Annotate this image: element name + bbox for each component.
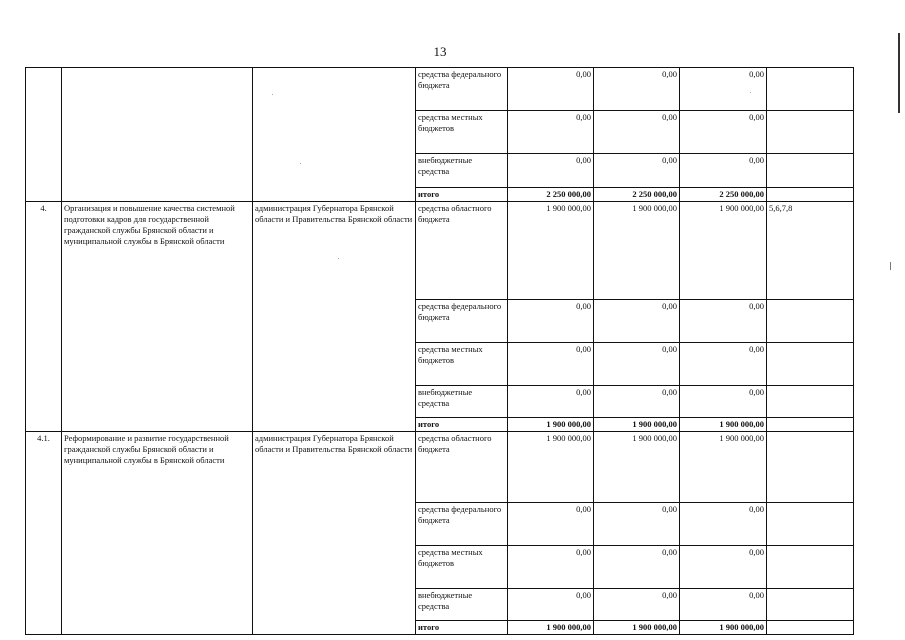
year-value-2-cell: 0,00	[594, 68, 680, 111]
year-value-1-cell: 0,00	[508, 343, 594, 386]
event-name-cell: Реформирование и развитие государственной гражданской службы Брянской области и муниципальной службы в Брянской области	[62, 432, 253, 635]
indicator-refs-cell	[767, 154, 854, 188]
year-value-3-cell: 0,00	[680, 503, 767, 546]
funding-source-cell: средства местных бюджетов	[416, 546, 508, 589]
year-value-3-cell: 1 900 000,00	[680, 432, 767, 503]
year-value-3-cell: 0,00	[680, 386, 767, 418]
year-value-1-cell: 1 900 000,00	[508, 202, 594, 300]
scan-edge-mark	[898, 33, 900, 113]
year-value-1-cell: 0,00	[508, 68, 594, 111]
event-name-cell	[62, 68, 253, 202]
year-value-3-cell: 0,00	[680, 589, 767, 621]
year-value-3-cell: 1 900 000,00	[680, 621, 767, 635]
year-value-2-cell: 0,00	[594, 503, 680, 546]
funding-source-cell: итого	[416, 418, 508, 432]
year-value-3-cell: 1 900 000,00	[680, 418, 767, 432]
indicator-refs-cell	[767, 111, 854, 154]
year-value-2-cell: 1 900 000,00	[594, 202, 680, 300]
indicator-refs-cell	[767, 621, 854, 635]
funding-source-cell: внебюджетные средства	[416, 386, 508, 418]
indicator-refs-cell	[767, 432, 854, 503]
year-value-1-cell: 0,00	[508, 300, 594, 343]
row-number-cell	[26, 68, 62, 202]
indicator-refs-cell	[767, 386, 854, 418]
year-value-2-cell: 1 900 000,00	[594, 418, 680, 432]
year-value-2-cell: 0,00	[594, 154, 680, 188]
year-value-1-cell: 2 250 000,00	[508, 188, 594, 202]
funding-source-cell: итого	[416, 621, 508, 635]
funding-source-cell: средства федерального бюджета	[416, 503, 508, 546]
year-value-3-cell: 0,00	[680, 68, 767, 111]
funding-source-cell: средства федерального бюджета	[416, 68, 508, 111]
funding-source-cell: средства федерального бюджета	[416, 300, 508, 343]
year-value-2-cell: 0,00	[594, 343, 680, 386]
year-value-2-cell: 0,00	[594, 300, 680, 343]
table-row	[26, 432, 854, 503]
executor-cell: администрация Губернатора Брянской области и Правительства Брянской области	[253, 432, 416, 635]
year-value-1-cell: 0,00	[508, 386, 594, 418]
year-value-2-cell: 0,00	[594, 386, 680, 418]
indicator-refs-cell: 5,6,7,8	[767, 202, 854, 300]
indicator-refs-cell	[767, 300, 854, 343]
year-value-2-cell: 1 900 000,00	[594, 432, 680, 503]
year-value-2-cell: 0,00	[594, 589, 680, 621]
year-value-1-cell: 1 900 000,00	[508, 432, 594, 503]
executor-cell	[253, 68, 416, 202]
year-value-3-cell: 2 250 000,00	[680, 188, 767, 202]
indicator-refs-cell	[767, 589, 854, 621]
year-value-3-cell: 0,00	[680, 154, 767, 188]
year-value-3-cell: 0,00	[680, 300, 767, 343]
row-number-cell: 4.1.	[26, 432, 62, 635]
year-value-1-cell: 0,00	[508, 154, 594, 188]
year-value-2-cell: 0,00	[594, 111, 680, 154]
funding-source-cell: средства областного бюджета	[416, 432, 508, 503]
year-value-3-cell: 1 900 000,00	[680, 202, 767, 300]
event-name-cell: Организация и повышение качества системной подготовки кадров для государственной гражданской службы Брянской области и муниципальной службы в Брянской области	[62, 202, 253, 432]
indicator-refs-cell	[767, 68, 854, 111]
indicator-refs-cell	[767, 343, 854, 386]
year-value-1-cell: 0,00	[508, 111, 594, 154]
indicator-refs-cell	[767, 503, 854, 546]
year-value-1-cell: 0,00	[508, 503, 594, 546]
page-number: 13	[433, 44, 447, 59]
year-value-2-cell: 2 250 000,00	[594, 188, 680, 202]
indicator-refs-cell	[767, 546, 854, 589]
executor-cell: администрация Губернатора Брянской области и Правительства Брянской области	[253, 202, 416, 432]
funding-source-cell: средства местных бюджетов	[416, 111, 508, 154]
funding-source-cell: средства местных бюджетов	[416, 343, 508, 386]
year-value-3-cell: 0,00	[680, 111, 767, 154]
indicator-refs-cell	[767, 188, 854, 202]
table-row	[26, 202, 854, 300]
year-value-3-cell: 0,00	[680, 546, 767, 589]
year-value-2-cell: 1 900 000,00	[594, 621, 680, 635]
indicator-refs-cell	[767, 418, 854, 432]
funding-source-cell: средства областного бюджета	[416, 202, 508, 300]
row-number-cell: 4.	[26, 202, 62, 432]
funding-source-cell: итого	[416, 188, 508, 202]
scan-edge-tick	[890, 262, 891, 270]
table-row	[26, 68, 854, 111]
year-value-3-cell: 0,00	[680, 343, 767, 386]
year-value-1-cell: 1 900 000,00	[508, 418, 594, 432]
funding-source-cell: внебюджетные средства	[416, 589, 508, 621]
year-value-1-cell: 0,00	[508, 546, 594, 589]
funding-source-cell: внебюджетные средства	[416, 154, 508, 188]
year-value-1-cell: 1 900 000,00	[508, 621, 594, 635]
year-value-1-cell: 0,00	[508, 589, 594, 621]
year-value-2-cell: 0,00	[594, 546, 680, 589]
budget-table-body	[26, 68, 854, 635]
budget-table	[25, 67, 854, 635]
